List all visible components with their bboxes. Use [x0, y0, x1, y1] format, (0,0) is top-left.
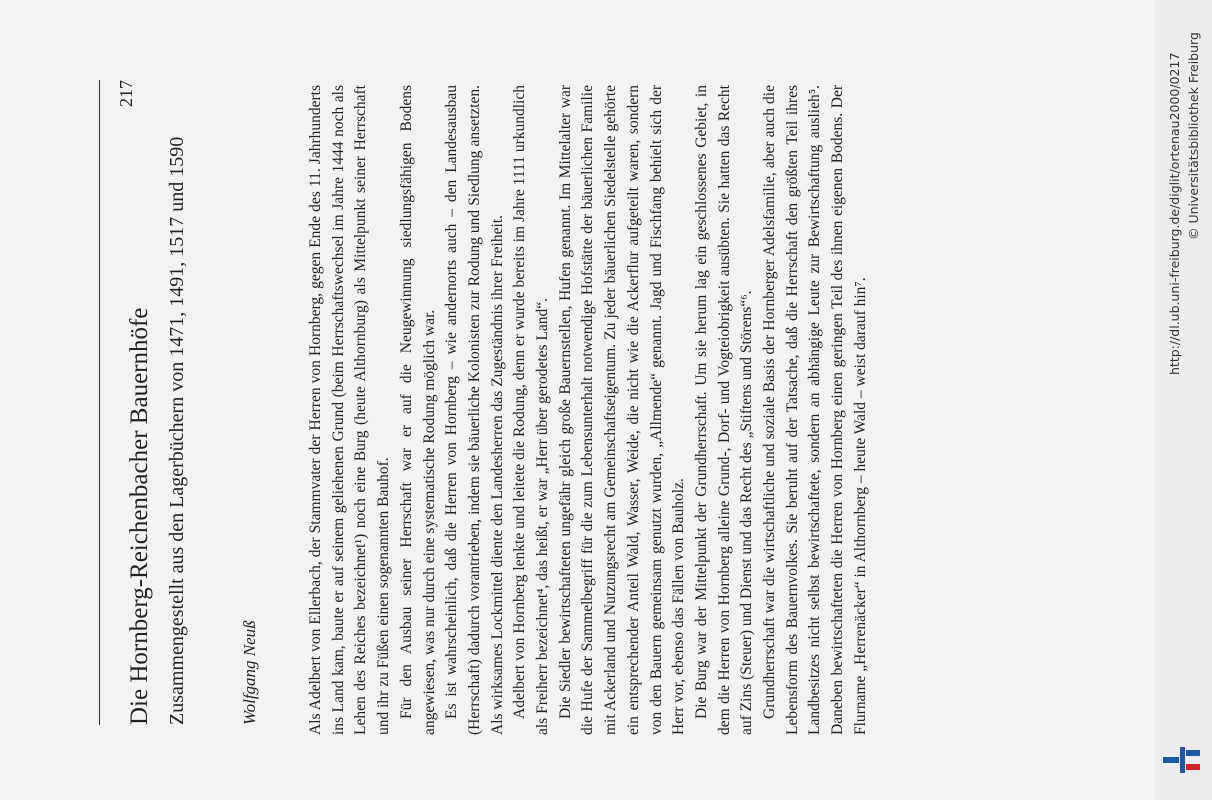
university-library-logo-icon — [1163, 745, 1203, 775]
article-title: Die Hornberg-Reichenbacher Bauernhöfe — [126, 307, 153, 725]
paragraph: Für den Ausbau seiner Herrschaft war er auf die Neugewinnung siedlungsfähigen Bodens angewiesen, was nur durch eine systematische Rodung möglich war. — [397, 85, 438, 735]
page-number: 217 — [116, 80, 136, 107]
paragraph: Als Adelbert von Ellerbach, der Stammvater der Herren von Hornberg, gegen Ende des 11. Jahrhunderts ins Land kam, baute er auf seinem geliehenen Grund (beim Herrschaftswechsel im Jahre 1444 noch als Lehen des Reiches bezeichnet¹) noch eine Burg (heute Althornburg) als Mittelpunkt seiner Herrschaft und ihr zu Füßen einen sogenannten Bauhof. — [307, 85, 393, 735]
page-header — [72, 80, 136, 725]
header-rule — [99, 80, 100, 725]
paragraph: Es ist wahrscheinlich, daß die Herren von Hornberg – wie andernorts auch – den Landesausbau (Herrschaft) dadurch vorantrieben, indem sie bäuerliche Kolonisten zur Rodung und Siedlung ansetzten. Als wirksames Lockmittel diente den Landesherren das Zugeständnis ihrer Freiheit. — [443, 85, 506, 735]
paragraph: Die Siedler bewirtschafteten ungefähr gleich große Bauernstellen, Hufen genannt. Im Mittelalter war die Hufe der Sammelbegriff für die zum Lebensunterhalt notwendige Hofstätte der bäuerlichen Familie mit Ackerland und Nutzungsrecht am Gemeinschaftseigentum. Zu jeder bäuerlichen Siedelstelle gehörte ein entsprechender Anteil Wald, Wasser, Weide, die nicht wie die Ackerflur aufgeteilt waren, sondern von den Bauern gemeinsam genutzt wurden, „Allmende“ genannt. Jagd und Fischfang behielt sich der Herr vor, ebenso das Fällen von Bauholz. — [556, 85, 688, 735]
paragraph: Die Burg war der Mittelpunkt der Grundherrschaft. Um sie herum lag ein geschlossenes Gebiet, in dem die Herren von Hornberg alleine Grund-, Dorf- und Vogteiobrigkeit ausübten. Sie hatten das Recht auf Zins (Steuer) und Dienst und das Recht des „Stiftens und Störens“⁶. — [692, 85, 756, 735]
article-subtitle: Zusammengestellt aus den Lagerbüchern von 1471, 1491, 1517 und 1590 — [166, 136, 188, 725]
paragraph: Grundherrschaft war die wirtschaftliche und soziale Basis der Hornberger Adelsfamilie, aber auch die Lebensform des Bauernvolkes. Sie beruht auf der Tatsache, daß die Herrschaft den größten Teil ihres Landbesitzes nicht selbst bewirtschaftete, sondern an abhängige Leute zur Bewirtschaftung auslieh⁵. Daneben bewirtschafteten die Herren von Hornberg einen geringen Teil des ihnen eigenen Bodens. Der Flurname „Herrenäcker“ in Althornberg – heute Wald – weist darauf hin⁷. — [761, 85, 869, 735]
library-sidebar — [1155, 0, 1212, 800]
author-name: Wolfgang Neuß — [240, 620, 259, 725]
article-body — [305, 85, 873, 735]
sidebar-text — [1155, 0, 1212, 800]
copyright-notice: © Universitätsbibliothek Freiburg — [1186, 32, 1201, 240]
paragraph: Adelbert von Hornberg lenkte und leitete die Rodung, denn er wurde bereits im Jahre 1111 urkundlich als Freiherr bezeichnet⁴, das heißt, er war „Herr über gerodetes Land“. — [511, 85, 552, 735]
source-url-link[interactable]: http://dl.ub.uni-freiburg.de/diglit/ortenau2000/0217 — [1167, 52, 1182, 375]
